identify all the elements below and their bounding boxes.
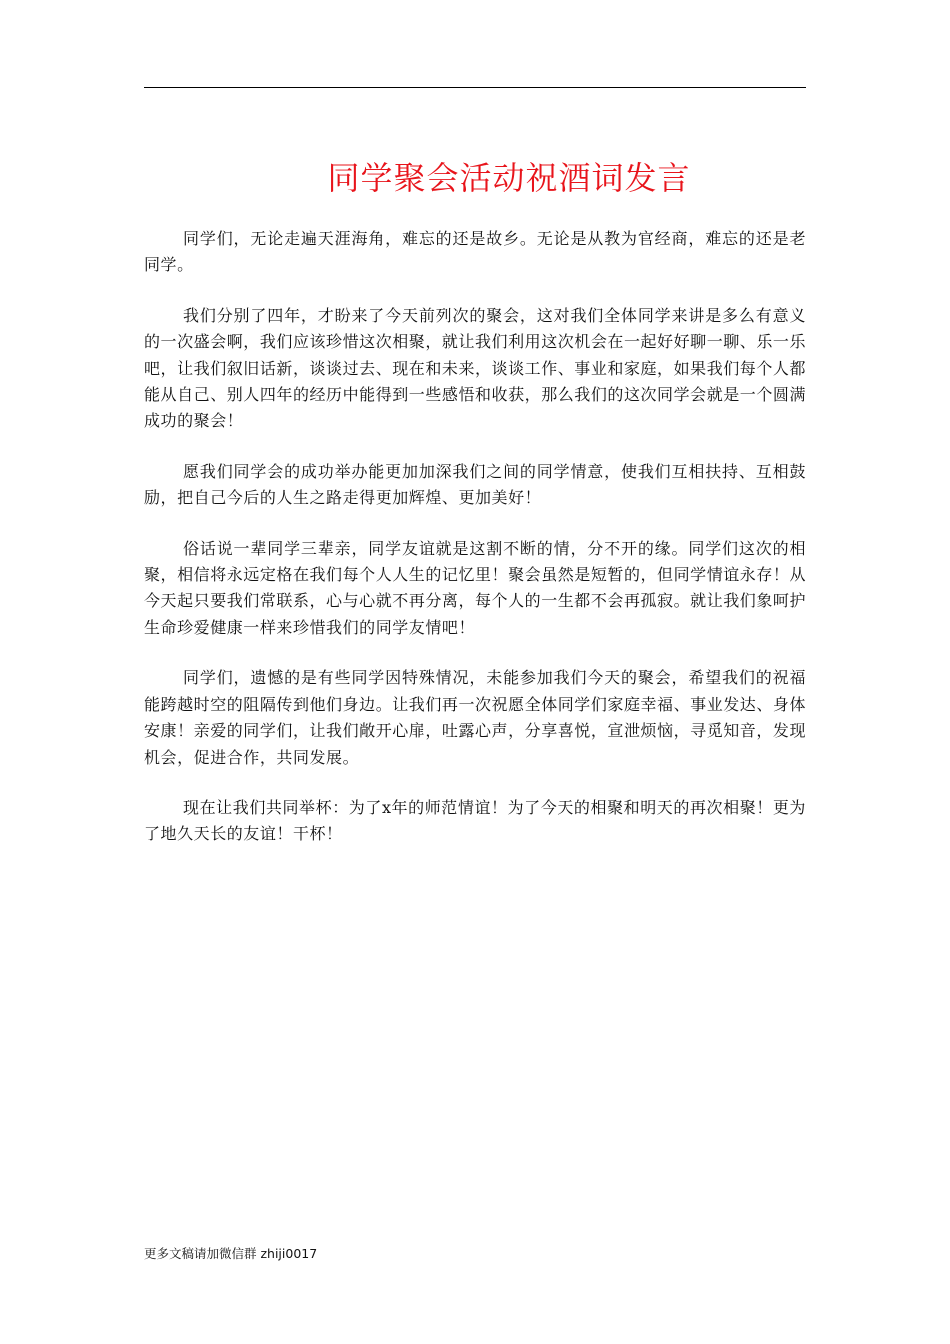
document-title: 同学聚会活动祝酒词发言 [327, 159, 691, 197]
paragraph-5: 同学们，遗憾的是有些同学因特殊情况，未能参加我们今天的聚会，希望我们的祝福能跨越时空的阻隔传到他们身边。让我们再一次祝愿全体同学们家庭幸福、事业发达、身体安康！亲爱的同学们，让我们敞开心扉，吐露心声，分享喜悦，宣泄烦恼，寻觅知音，发现机会，促进合作，共同发展。 [144, 668, 807, 767]
paragraph-6: 现在让我们共同举杯：为了x年的师范情谊！为了今天的相聚和明天的再次相聚！更为了地久天长的友谊！干杯！ [144, 797, 806, 844]
footer-note: 更多文稿请加微信群 zhiji0017 [144, 1246, 318, 1261]
paragraph-4: 俗话说一辈同学三辈亲，同学友谊就是这割不断的情，分不开的缘。同学们这次的相聚，相信将永远定格在我们每个人人生的记忆里！聚会虽然是短暂的，但同学情谊永存！从今天起只要我们常联系，心与心就不再分离，每个人的一生都不会再孤寂。就让我们象呵护生命珍爱健康一样来珍惜我们的同学友情吧！ [144, 538, 807, 637]
document-body [144, 226, 806, 872]
paragraph-2: 我们分别了四年，才盼来了今天前列次的聚会，这对我们全体同学来讲是多么有意义的一次盛会啊，我们应该珍惜这次相聚，就让我们利用这次机会在一起好好聊一聊、乐一乐吧，让我们叙旧话新，谈谈过去、现在和未来，谈谈工作、事业和家庭，如果我们每个人都能从自己、别人四年的经历中能得到一些感悟和收获，那么我们的这次同学会就是一个圆满成功的聚会！ [144, 305, 807, 431]
paragraph-1: 同学们，无论走遍天涯海角，难忘的还是故乡。无论是从教为官经商，难忘的还是老同学。 [144, 229, 806, 275]
header-rule [144, 87, 806, 88]
paragraph-3: 愿我们同学会的成功举办能更加加深我们之间的同学情意，使我们互相扶持、互相鼓励，把自己今后的人生之路走得更加辉煌、更加美好！ [144, 461, 806, 508]
